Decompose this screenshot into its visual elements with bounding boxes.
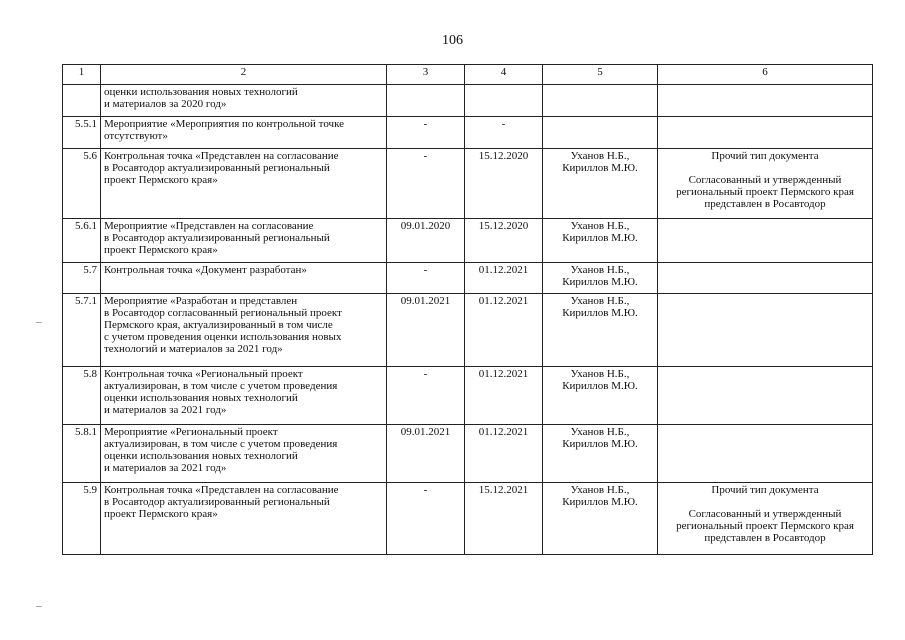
row-start-date: 09.01.2021	[387, 294, 465, 367]
header-cell-3: 3	[387, 65, 465, 85]
row-start-date: -	[387, 263, 465, 294]
header-cell-2: 2	[101, 65, 387, 85]
table-row	[63, 85, 873, 117]
row-number: 5.5.1	[63, 117, 101, 149]
scan-margin-mark	[36, 606, 42, 607]
row-start-date: -	[387, 117, 465, 149]
row-number: 5.9	[63, 483, 101, 555]
row-name: Мероприятие «Региональный проект актуализирован, в том числе с учетом проведения оценки использования новых технологий и материалов за 2021 год»	[101, 425, 387, 483]
row-end-date: 15.12.2020	[465, 149, 543, 219]
row-end-date: 01.12.2021	[465, 263, 543, 294]
row-document	[658, 85, 873, 117]
row-document	[658, 117, 873, 149]
table-row	[63, 263, 873, 294]
row-number: 5.8	[63, 367, 101, 425]
row-responsible: Уханов Н.Б., Кириллов М.Ю.	[543, 219, 658, 263]
row-responsible: Уханов Н.Б., Кириллов М.Ю.	[543, 149, 658, 219]
row-number: 5.6.1	[63, 219, 101, 263]
header-cell-1: 1	[63, 65, 101, 85]
row-end-date: 15.12.2020	[465, 219, 543, 263]
row-name: Мероприятие «Разработан и представлен в Росавтодор согласованный региональный проект Пермского края, актуализированный в том числе с учетом проведения оценки использования новых технологий и материалов за 2021 год»	[101, 294, 387, 367]
row-number: 5.7	[63, 263, 101, 294]
row-name: Контрольная точка «Документ разработан»	[101, 263, 387, 294]
row-name: Мероприятие «Мероприятия по контрольной точке отсутствуют»	[101, 117, 387, 149]
row-name: оценки использования новых технологий и материалов за 2020 год»	[101, 85, 387, 117]
row-name: Контрольная точка «Представлен на согласование в Росавтодор актуализированный региональный проект Пермского края»	[101, 149, 387, 219]
table-row	[63, 367, 873, 425]
row-name: Мероприятие «Представлен на согласование в Росавтодор актуализированный региональный проект Пермского края»	[101, 219, 387, 263]
header-cell-4: 4	[465, 65, 543, 85]
header-cell-6: 6	[658, 65, 873, 85]
row-start-date: -	[387, 367, 465, 425]
row-end-date: 01.12.2021	[465, 294, 543, 367]
row-start-date: -	[387, 149, 465, 219]
row-responsible: Уханов Н.Б., Кириллов М.Ю.	[543, 425, 658, 483]
row-responsible	[543, 117, 658, 149]
row-number	[63, 85, 101, 117]
row-document	[658, 294, 873, 367]
table-row	[63, 149, 873, 219]
row-name: Контрольная точка «Представлен на согласование в Росавтодор актуализированный региональный проект Пермского края»	[101, 483, 387, 555]
row-responsible: Уханов Н.Б., Кириллов М.Ю.	[543, 367, 658, 425]
header-cell-5: 5	[543, 65, 658, 85]
table-row	[63, 117, 873, 149]
row-responsible: Уханов Н.Б., Кириллов М.Ю.	[543, 263, 658, 294]
row-end-date: -	[465, 117, 543, 149]
schedule-table	[62, 64, 873, 555]
row-document: Прочий тип документа Согласованный и утвержденный региональный проект Пермского края представлен в Росавтодор	[658, 149, 873, 219]
table-row	[63, 483, 873, 555]
row-end-date: 01.12.2021	[465, 367, 543, 425]
row-start-date: 09.01.2021	[387, 425, 465, 483]
row-responsible: Уханов Н.Б., Кириллов М.Ю.	[543, 483, 658, 555]
row-end-date	[465, 85, 543, 117]
row-name: Контрольная точка «Региональный проект актуализирован, в том числе с учетом проведения оценки использования новых технологий и материалов за 2021 год»	[101, 367, 387, 425]
row-start-date: 09.01.2020	[387, 219, 465, 263]
header-row	[63, 65, 873, 85]
row-document	[658, 425, 873, 483]
table-row	[63, 219, 873, 263]
table-row	[63, 425, 873, 483]
row-number: 5.6	[63, 149, 101, 219]
row-number: 5.7.1	[63, 294, 101, 367]
row-document	[658, 219, 873, 263]
row-end-date: 01.12.2021	[465, 425, 543, 483]
row-end-date: 15.12.2021	[465, 483, 543, 555]
row-document	[658, 367, 873, 425]
table-row	[63, 294, 873, 367]
row-document: Прочий тип документа Согласованный и утвержденный региональный проект Пермского края представлен в Росавтодор	[658, 483, 873, 555]
row-responsible	[543, 85, 658, 117]
row-document	[658, 263, 873, 294]
row-start-date: -	[387, 483, 465, 555]
scan-margin-mark	[36, 322, 42, 323]
row-responsible: Уханов Н.Б., Кириллов М.Ю.	[543, 294, 658, 367]
row-start-date	[387, 85, 465, 117]
page-number: 106	[442, 33, 463, 48]
row-number: 5.8.1	[63, 425, 101, 483]
